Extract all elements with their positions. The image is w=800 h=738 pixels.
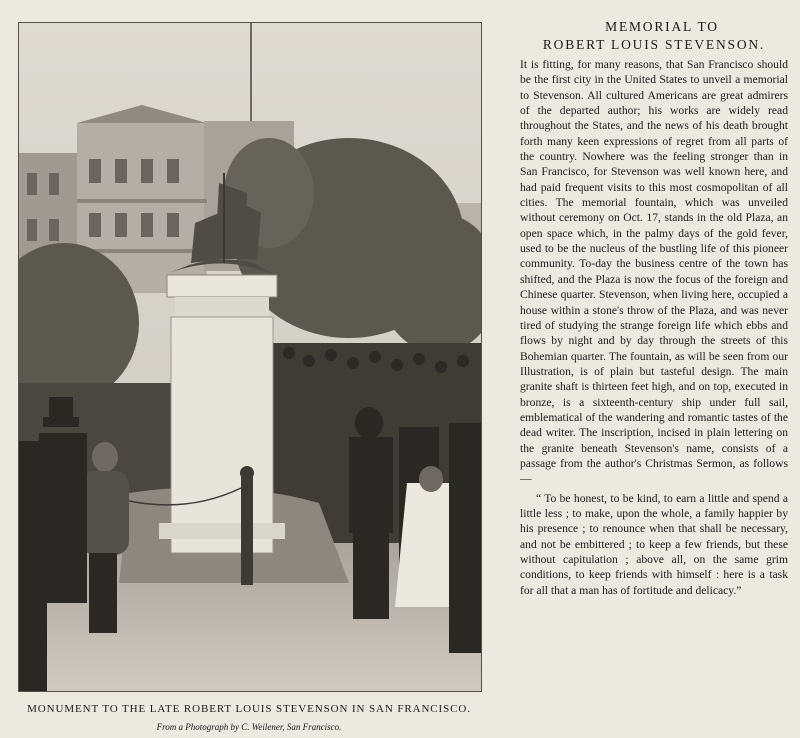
illustration-caption: MONUMENT TO THE LATE ROBERT LOUIS STEVENSON IN SAN FRANCISCO. <box>27 703 471 715</box>
article-title-line-2: ROBERT LOUIS STEVENSON. <box>542 37 766 52</box>
article-quotation: “ To be honest, to be kind, to earn a little and spend a little less ; to make, upon the whole, a family happier by his presence ; to renounce when that shall be necessary, and not be embittered ; to keep a few friends, but these without capitulation ; above all, on the same grim conditions, to keep friends with himself : here is a task for all that a man has of fortitude and delicacy.” <box>520 491 788 597</box>
article-column <box>520 18 788 598</box>
photograph-drawing <box>19 23 481 691</box>
monument-photograph <box>18 22 482 692</box>
photo-credit: From a Photograph by C. Weilener, San Francisco. <box>156 722 342 732</box>
monument-shaft <box>159 275 285 553</box>
article-body: It is fitting, for many reasons, that San Francisco should be the first city in the United States to unveil a memorial to Stevenson. All cultured Americans are great admirers of the departed author; his works are widely read throughout the States, and the news of his death brought forth many keen expressions of regret from all parts of the country. Nowhere was the feeling stronger than in San Francisco, for Stevenson was well known here, and had paid frequent visits to this most cosmopolitan of all cities. The memorial fountain, which was unveiled without ceremony on Oct. 17, stands in the old Plaza, an open space which, in the palmy days of the gold fever, used to be the nucleus of the bustling life of this pioneer community. To-day the business centre of the town has shifted, and the Plaza is now the focus of the foreign and Chinese quarter. Stevenson, when living here, occupied a house within a stone's throw of the Plaza, and was never tired of studying the strange foreign life which ebbs and flows by night and by day through the streets of this Bohemian quarter. The fountain, as will be seen from our Illustration, is of plain but tasteful design. The main granite shaft is thirteen feet high, and on top, executed in bronze, is a sixteenth-century ship under full sail, emblematical of the wandering and romantic tastes of the dead writer. The inscription, incised in plain lettering on the granite beneath Stevenson's name, consists of a passage from the author's Christmas Sermon, as follows— <box>520 58 788 486</box>
article-title-line-1: MEMORIAL TO <box>605 19 719 34</box>
